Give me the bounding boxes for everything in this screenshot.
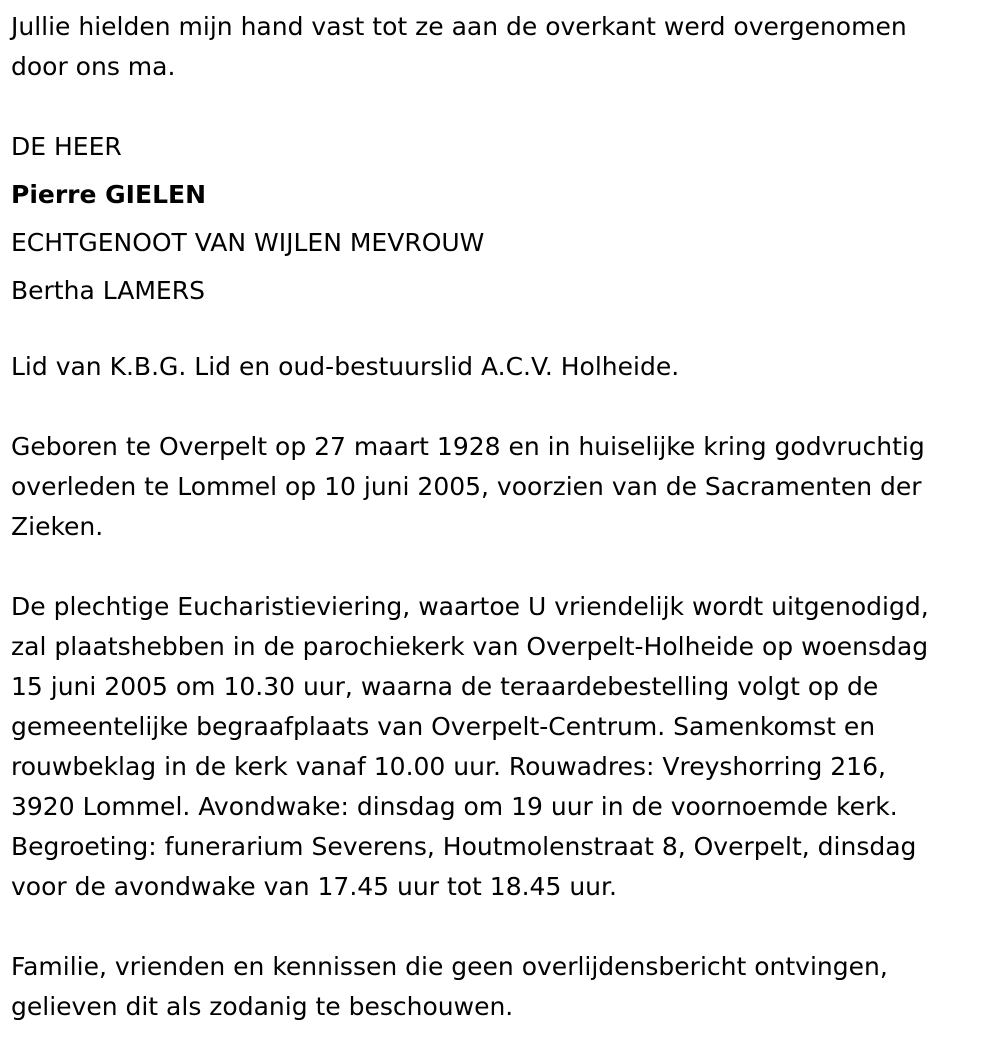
relation-line: ECHTGENOOT VAN WIJLEN MEVROUW — [11, 228, 485, 257]
membership-line: Lid van K.B.G. Lid en oud-bestuurslid A.C.V. Holheide. — [11, 352, 680, 381]
ceremony-line: 15 juni 2005 om 10.30 uur, waarna de teraardebestelling volgt op de — [11, 672, 879, 701]
intro-line: door ons ma. — [11, 52, 176, 81]
spouse-name: Bertha LAMERS — [11, 276, 205, 305]
closing-line: gelieven dit als zodanig te beschouwen. — [11, 992, 514, 1021]
closing-text — [11, 947, 1000, 1027]
life-line: Geboren te Overpelt op 27 maart 1928 en in huiselijke kring godvruchtig — [11, 432, 925, 461]
ceremony-text — [11, 587, 1000, 907]
life-line: Zieken. — [11, 512, 104, 541]
deceased-block — [11, 123, 1000, 315]
closing-line: Familie, vrienden en kennissen die geen overlijdensbericht ontvingen, — [11, 952, 888, 981]
ceremony-line: Begroeting: funerarium Severens, Houtmolenstraat 8, Overpelt, dinsdag — [11, 832, 917, 861]
ceremony-line: zal plaatshebben in de parochiekerk van Overpelt-Holheide op woensdag — [11, 632, 929, 661]
life-line: overleden te Lommel op 10 juni 2005, voorzien van de Sacramenten der — [11, 472, 922, 501]
ceremony-line: gemeentelijke begraafplaats van Overpelt-Centrum. Samenkomst en — [11, 712, 876, 741]
ceremony-line: De plechtige Eucharistieviering, waartoe U vriendelijk wordt uitgenodigd, — [11, 592, 929, 621]
deceased-name: Pierre GIELEN — [11, 180, 206, 209]
ceremony-line: 3920 Lommel. Avondwake: dinsdag om 19 uur in de voornoemde kerk. — [11, 792, 898, 821]
intro-text — [11, 7, 1000, 87]
intro-line: Jullie hielden mijn hand vast tot ze aan de overkant werd overgenomen — [11, 12, 907, 41]
membership-text — [11, 347, 1000, 387]
life-text — [11, 427, 1000, 547]
ceremony-line: rouwbeklag in de kerk vanaf 10.00 uur. Rouwadres: Vreyshorring 216, — [11, 752, 886, 781]
honorific: DE HEER — [11, 132, 122, 161]
ceremony-line: voor de avondwake van 17.45 uur tot 18.45 uur. — [11, 872, 617, 901]
